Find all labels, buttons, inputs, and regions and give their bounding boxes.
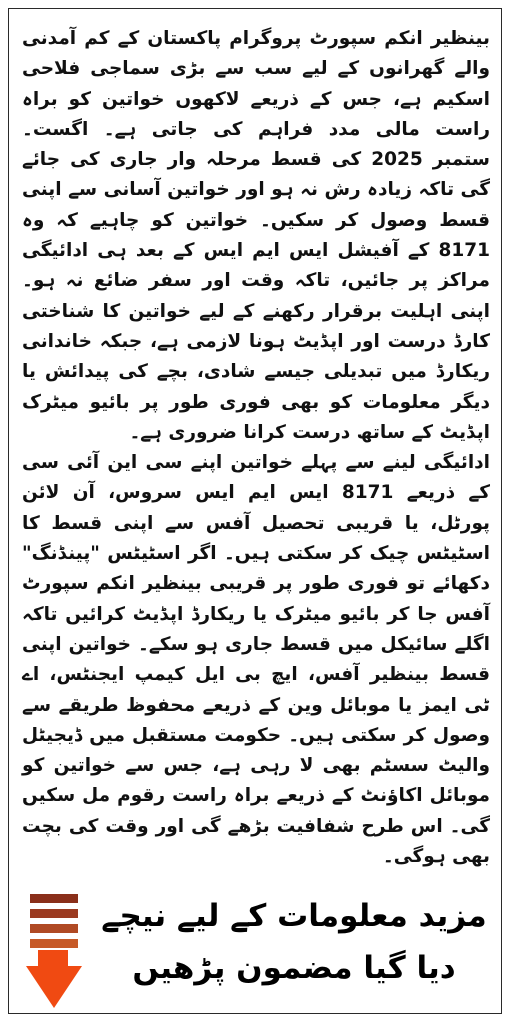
read-more-heading: [92, 890, 496, 994]
read-more-banner: [20, 888, 496, 1012]
stripe-bar: [30, 894, 78, 903]
cta-line-2: دیا گیا مضمون پڑھیں: [132, 950, 456, 986]
article-body: [22, 24, 490, 892]
stripe-bar: [30, 939, 78, 948]
stripe-bar: [30, 924, 78, 933]
article-paragraph: ادائیگی لینے سے پہلے خواتین اپنے سی این آئی سی کے ذریعے 8171 ایس ایم ایس سروس، آن لائن پورٹل، یا قریبی تحصیل آفس سے اپنی قسط کا اسٹیٹس چیک کر سکتی ہیں۔ اگر اسٹیٹس "پینڈنگ" دکھائے تو فوری طور پر قریبی بینظیر انکم سپورٹ آفس جا کر بائیو میٹرک یا ریکارڈ اپڈیٹ کرائیں تاکہ اگلے سائیکل میں قسط جاری ہو سکے۔ خواتین اپنی قسط بینظیر آفس، ایچ بی ایل کیمپ ایجنٹس، اے ٹی ایمز یا موبائل وین کے ذریعے محفوظ طریقے سے وصول کر سکتی ہیں۔ حکومت مستقبل میں ڈیجیٹل والیٹ سسٹم بھی لا رہی ہے، جس سے خواتین کو موبائل اکاؤنٹ کے ذریعے براہ راست رقوم مل سکیں گی۔ اس طرح شفافیت بڑھے گی اور وقت کی بچت بھی ہوگی۔: [22, 452, 490, 868]
cta-line-1: مزید معلومات کے لیے نیچے: [101, 898, 487, 934]
stripe-decoration: [30, 894, 78, 954]
stripe-bar: [30, 909, 78, 918]
down-arrow-head-icon: [26, 966, 82, 1008]
article-paragraph: بینظیر انکم سپورٹ پروگرام پاکستان کے کم آمدنی والے گھرانوں کے لیے سب سے بڑی سماجی فلاحی اسکیم ہے، جس کے ذریعے لاکھوں خواتین کو براہ راست مالی مدد فراہم کی جاتی ہے۔ اگست۔ ستمبر 2025 کی قسط مرحلہ وار جاری کی جائے گی تاکہ زیادہ رش نہ ہو اور خواتین آسانی سے اپنی قسط وصول کر سکیں۔ خواتین کو چاہیے کہ وہ 8171 کے آفیشل ایس ایم ایس کے بعد ہی ادائیگی مراکز پر جائیں، تاکہ وقت اور سفر ضائع نہ ہو۔ اپنی اہلیت برقرار رکھنے کے لیے خواتین کا شناختی کارڈ درست اور اپڈیٹ ہونا لازمی ہے، جبکہ خاندانی ریکارڈ میں تبدیلی جیسے شادی، بچے کی پیدائش یا دیگر معلومات کو بھی فوری طور پر بائیو میٹرک اپڈیٹ کے ساتھ درست کرانا ضروری ہے۔: [22, 28, 490, 443]
